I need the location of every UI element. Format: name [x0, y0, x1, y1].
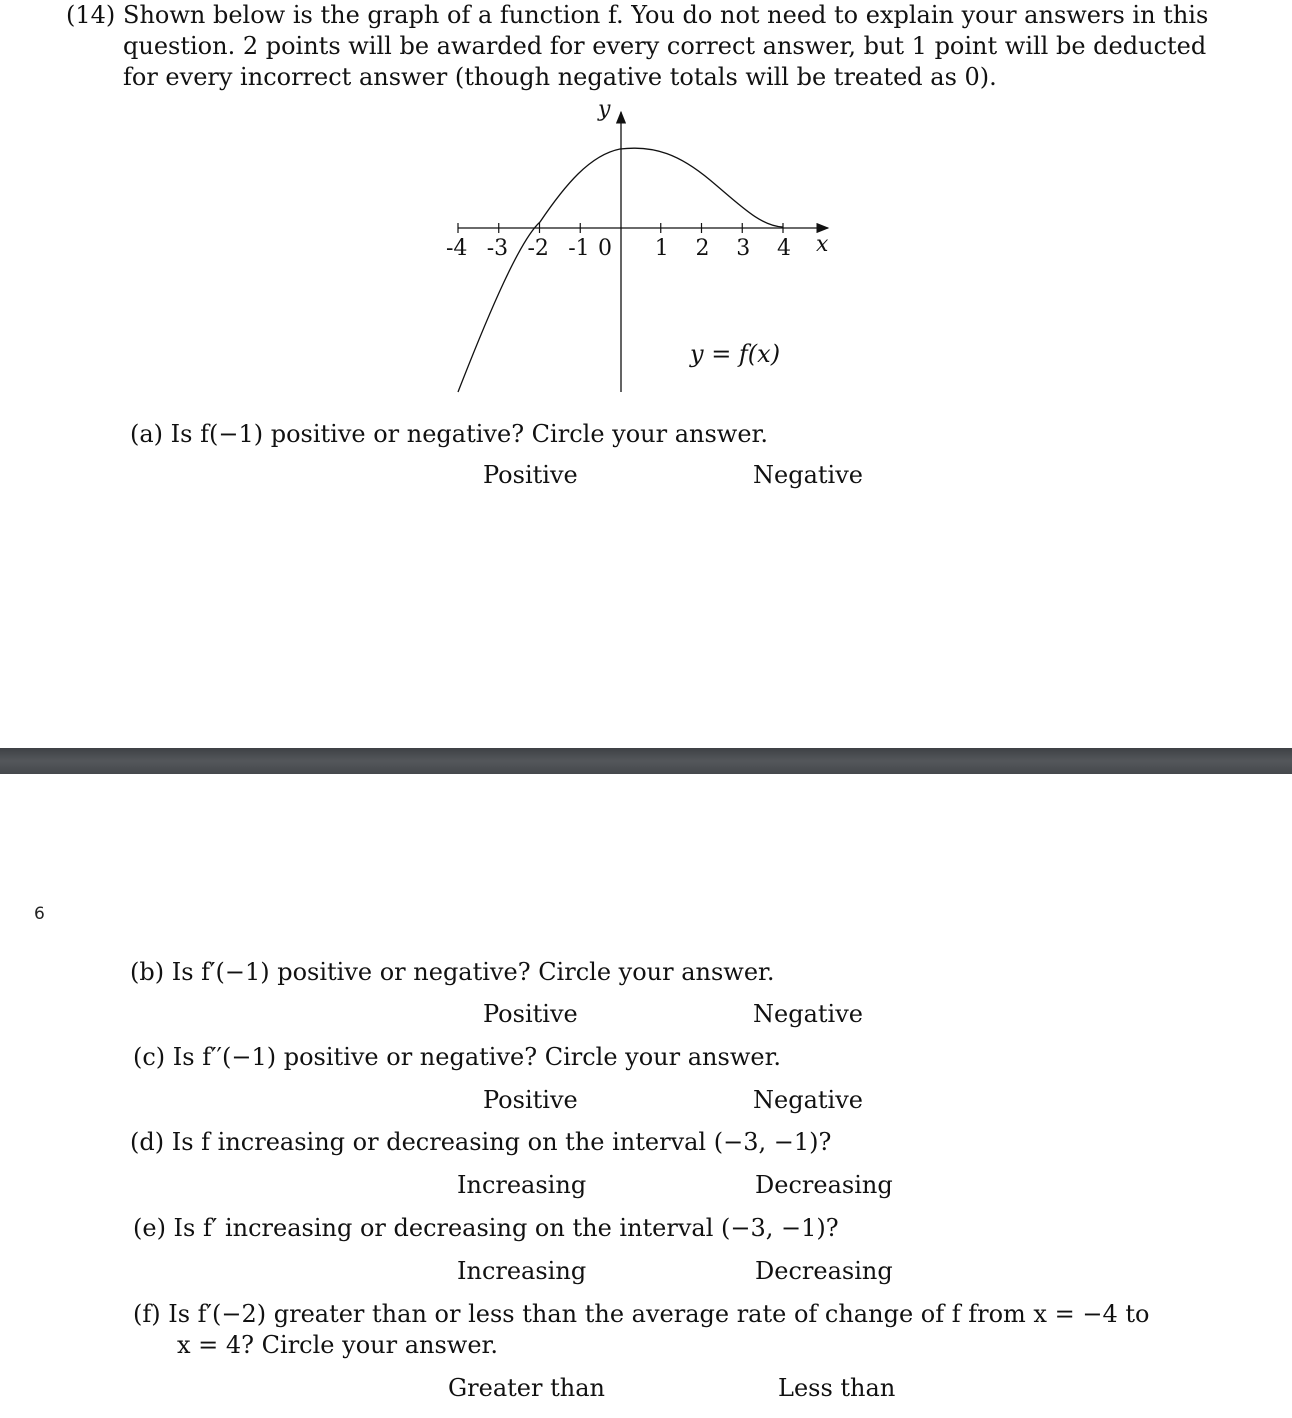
option-e-decreasing[interactable]: Decreasing — [755, 1257, 893, 1285]
x-tick-label: 0 — [598, 236, 612, 261]
option-c-positive[interactable]: Positive — [483, 1086, 578, 1114]
option-e-increasing[interactable]: Increasing — [457, 1257, 587, 1285]
question-f-line-1: (f) Is f′(−2) greater than or less than the average rate of change of f from x = −4 to — [133, 1300, 1150, 1328]
question-e: (e) Is f′ increasing or decreasing on the interval (−3, −1)? — [133, 1214, 839, 1242]
option-a-negative[interactable]: Negative — [753, 461, 863, 489]
curve-label: y = f(x) — [690, 340, 781, 368]
y-axis-label: y — [598, 100, 611, 122]
page-number: 6 — [34, 904, 45, 924]
question-a: (a) Is f(−1) positive or negative? Circle your answer. — [130, 420, 769, 448]
function-graph — [440, 100, 850, 400]
question-b: (b) Is f′(−1) positive or negative? Circle your answer. — [130, 958, 775, 986]
option-a-positive[interactable]: Positive — [483, 461, 578, 489]
option-f-less-than[interactable]: Less than — [778, 1374, 896, 1402]
x-tick-label: 2 — [695, 236, 710, 261]
x-tick-label: 3 — [736, 236, 751, 261]
problem-line-2: question. 2 points will be awarded for every correct answer, but 1 point will be deducted — [123, 32, 1207, 60]
option-d-decreasing[interactable]: Decreasing — [755, 1171, 893, 1199]
option-b-positive[interactable]: Positive — [483, 1000, 578, 1028]
question-f-line-2: x = 4? Circle your answer. — [177, 1331, 498, 1359]
x-tick-label: 4 — [777, 236, 791, 261]
option-c-negative[interactable]: Negative — [753, 1086, 863, 1114]
x-tick-label: -4 — [446, 236, 468, 261]
option-f-greater-than[interactable]: Greater than — [448, 1374, 605, 1402]
x-tick-label: -3 — [486, 236, 509, 261]
x-tick-label: -1 — [568, 236, 590, 261]
problem-line-3: for every incorrect answer (though negative totals will be treated as 0). — [123, 63, 997, 91]
question-c: (c) Is f′′(−1) positive or negative? Circle your answer. — [133, 1043, 782, 1071]
x-tick-label: 1 — [654, 236, 669, 261]
page-separator — [0, 748, 1292, 774]
option-d-increasing[interactable]: Increasing — [457, 1171, 587, 1199]
problem-number: (14) — [66, 1, 116, 29]
option-b-negative[interactable]: Negative — [753, 1000, 863, 1028]
x-axis-label: x — [816, 232, 829, 257]
question-d: (d) Is f increasing or decreasing on the interval (−3, −1)? — [130, 1128, 832, 1156]
x-tick-label: -2 — [527, 236, 549, 261]
problem-line-1: Shown below is the graph of a function f. You do not need to explain your answers in this — [123, 1, 1209, 29]
